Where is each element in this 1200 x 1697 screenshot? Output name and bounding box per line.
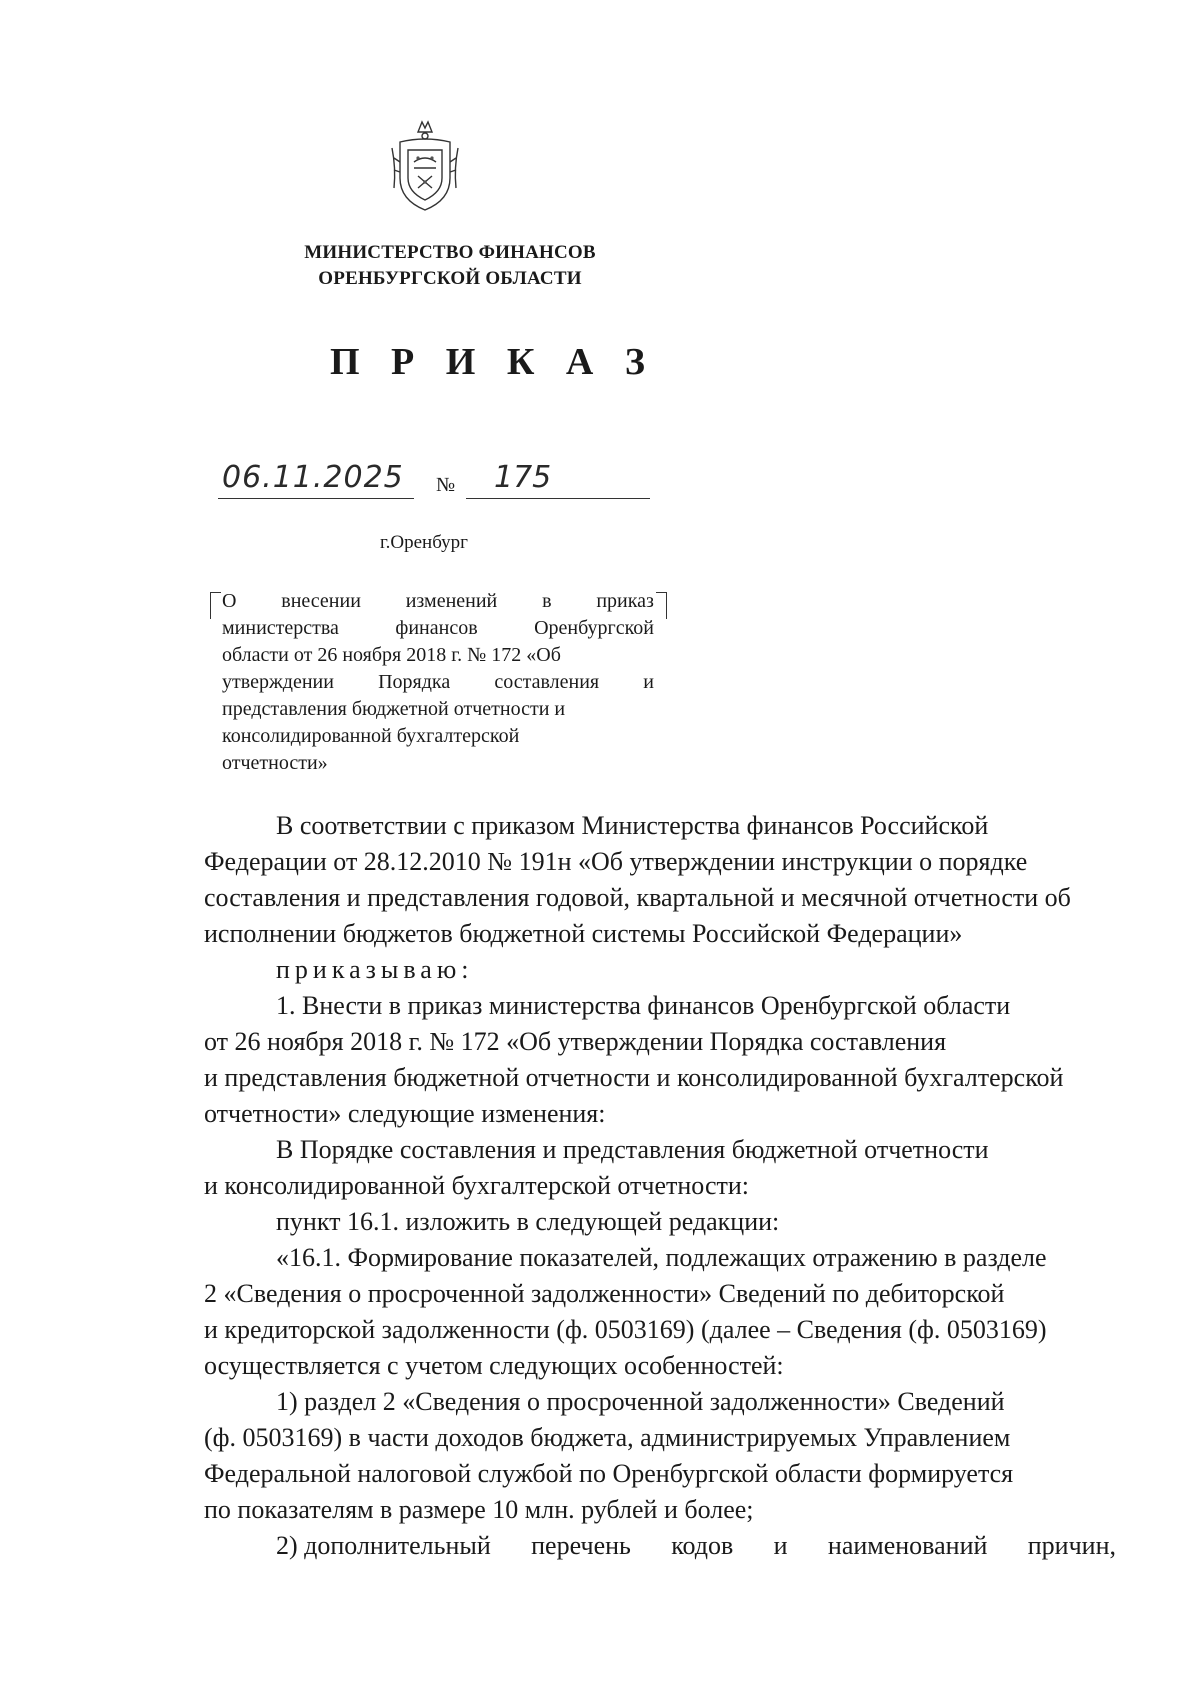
body-line: по показателям в размере 10 млн. рублей и более; — [204, 1495, 754, 1524]
body-word: и — [773, 1531, 788, 1560]
subject-word: внесении — [281, 590, 361, 612]
body-line: 1. Внести в приказ министерства финансов Оренбургской области — [276, 991, 1011, 1020]
body-line: и консолидированной бухгалтерской отчетности: — [204, 1171, 749, 1200]
subject-line: области от 26 ноября 2018 г. № 172 «Об — [222, 644, 561, 666]
body-line: Федеральной налоговой службой по Оренбургской области формируется — [204, 1459, 1014, 1488]
body-word: перечень — [531, 1531, 631, 1560]
order-date-field — [218, 460, 414, 499]
body-line: Федерации от 28.12.2010 № 191н «Об утверждении инструкции о порядке — [204, 847, 1028, 876]
subject-word: финансов — [395, 617, 478, 639]
ministry-line1: МИНИСТЕРСТВО ФИНАНСОВ — [304, 242, 596, 263]
body-line: и представления бюджетной отчетности и консолидированной бухгалтерской — [204, 1063, 1064, 1092]
document-type-title: П Р И К А З — [330, 341, 656, 383]
body-line: и кредиторской задолженности (ф. 0503169) (далее – Сведения (ф. 0503169) — [204, 1315, 1047, 1344]
body-line: 2 «Сведения о просроченной задолженности» Сведений по дебиторской — [204, 1279, 1005, 1308]
subject-line — [222, 588, 654, 615]
subject-word: Порядка — [378, 671, 451, 693]
body-word: причин, — [1027, 1531, 1116, 1560]
ministry-header — [250, 240, 650, 292]
order-subject — [222, 588, 654, 777]
body-line: осуществляется с учетом следующих особенностей: — [204, 1351, 784, 1380]
body-line: В Порядке составления и представления бюджетной отчетности — [276, 1135, 989, 1164]
subject-line: представления бюджетной отчетности и — [222, 698, 566, 720]
body-word: 2) дополнительный — [276, 1531, 491, 1560]
body-line — [204, 1528, 1116, 1564]
order-number: 175 — [494, 460, 552, 495]
body-line: (ф. 0503169) в части доходов бюджета, администрируемых Управлением — [204, 1423, 1011, 1452]
order-date: 06.11.2025 — [222, 460, 404, 495]
subject-bracket-left — [210, 592, 221, 619]
subject-line — [222, 669, 654, 696]
body-line: пункт 16.1. изложить в следующей редакции: — [276, 1207, 780, 1236]
order-word: приказываю: — [276, 955, 474, 984]
body-line: В соответствии с приказом Министерства финансов Российской — [276, 811, 989, 840]
subject-word: приказ — [596, 590, 654, 612]
body-line: от 26 ноября 2018 г. № 172 «Об утверждении Порядка составления — [204, 1027, 947, 1056]
body-line: исполнении бюджетов бюджетной системы Российской Федерации» — [204, 919, 963, 948]
ministry-line2: ОРЕНБУРГСКОЙ ОБЛАСТИ — [318, 268, 582, 289]
subject-line: консолидированной бухгалтерской — [222, 725, 520, 747]
coat-of-arms-emblem — [388, 118, 462, 214]
body-line: составления и представления годовой, квартальной и месячной отчетности об — [204, 883, 1071, 912]
order-number-field — [466, 460, 650, 499]
subject-word: в — [542, 590, 552, 612]
body-line: «16.1. Формирование показателей, подлежащих отражению в разделе — [276, 1243, 1047, 1272]
subject-bracket-right — [656, 592, 667, 619]
subject-word: составления — [494, 671, 600, 693]
order-city: г.Оренбург — [380, 532, 468, 553]
body-line: отчетности» следующие изменения: — [204, 1099, 606, 1128]
body-word: кодов — [671, 1531, 734, 1560]
subject-line: отчетности» — [222, 752, 328, 774]
subject-word: Оренбургской — [534, 617, 654, 639]
subject-word: утверждении — [222, 671, 334, 693]
subject-word: О — [222, 590, 237, 612]
subject-line — [222, 615, 654, 642]
subject-word: министерства — [222, 617, 339, 639]
order-body-text — [204, 808, 1116, 1564]
subject-word: изменений — [405, 590, 498, 612]
body-line: 1) раздел 2 «Сведения о просроченной задолженности» Сведений — [276, 1387, 1005, 1416]
subject-word: и — [643, 671, 654, 693]
body-word: наименований — [827, 1531, 988, 1560]
number-sign: № — [436, 474, 456, 496]
